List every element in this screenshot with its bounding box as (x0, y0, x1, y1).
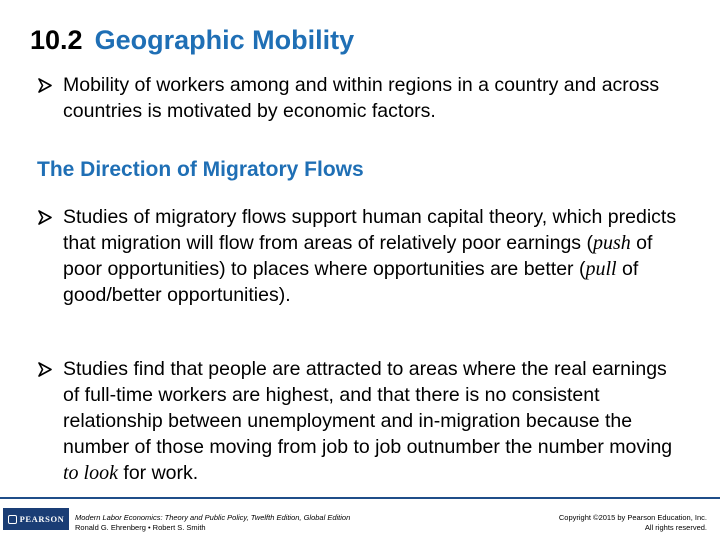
copyright-notice (559, 513, 707, 533)
pull-term: pull (585, 258, 617, 280)
pearson-logo (3, 508, 69, 530)
pearson-mark-icon (8, 515, 17, 524)
bullet-text-part: Studies of migratory flows support human capital theory, which predicts that migration will flow from areas of relatively poor earnings ( (63, 206, 677, 254)
arrow-bullet-icon (38, 356, 60, 377)
section-number: 10.2 (30, 25, 83, 55)
bullet-text-part: of good/better opportunities). (63, 258, 639, 306)
bullet-text-part: for work. (118, 462, 199, 484)
book-authors: Ronald G. Ehrenberg • Robert S. Smith (75, 523, 206, 532)
push-term: push (592, 232, 631, 254)
section-title: Geographic Mobility (94, 25, 355, 55)
copyright-line: Copyright ©2015 by Pearson Education, Inc. (558, 513, 707, 522)
to-look-term: to look (63, 462, 118, 484)
arrow-bullet-icon (38, 72, 60, 93)
slide-title (30, 25, 354, 56)
subheading: The Direction of Migratory Flows (37, 158, 364, 181)
bullet-text (63, 204, 688, 308)
bullet-text (63, 356, 688, 486)
bullet-text: Mobility of workers among and within regions in a country and across countries is motivated by economic factors. (63, 74, 660, 122)
book-title: Modern Labor Economics: Theory and Public Policy, Twelfth Edition, Global Edition (75, 513, 351, 522)
bullet-migratory-flows (38, 204, 688, 308)
rights-line: All rights reserved. (644, 523, 707, 532)
footer-divider (0, 497, 720, 499)
arrow-bullet-icon (38, 204, 60, 225)
book-citation (75, 513, 350, 533)
bullet-text-part: of poor opportunities) to places where opportunities are better ( (63, 232, 653, 280)
bullet-text-part: Studies find that people are attracted to areas where the real earnings of full-time workers are highest, and that there is no consistent relationship between unemployment and in-migration because the number of those moving from job to job outnumber the number moving (63, 358, 673, 458)
bullet-mobility (38, 72, 688, 124)
logo-text: PEARSON (19, 514, 65, 524)
footer (0, 500, 720, 540)
bullet-real-earnings (38, 356, 688, 486)
